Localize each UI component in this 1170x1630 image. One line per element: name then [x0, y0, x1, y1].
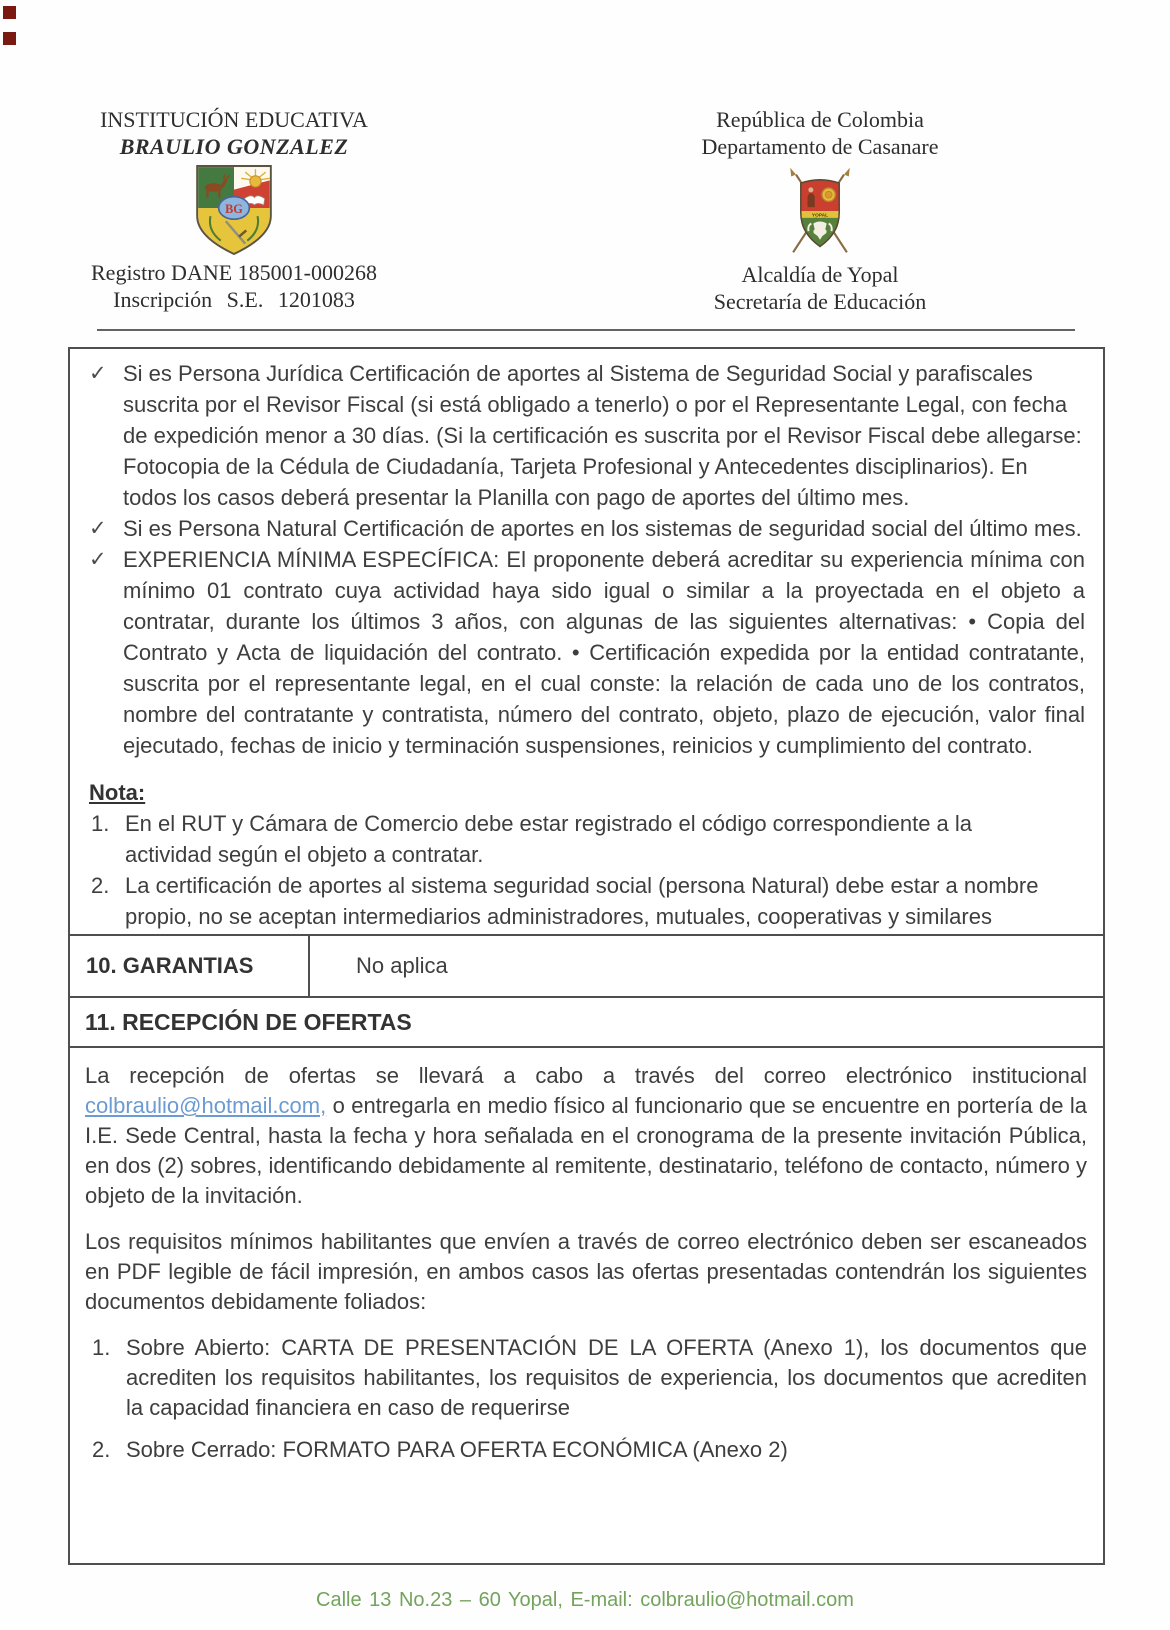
government-header-right [670, 106, 970, 315]
requirements-checklist [70, 349, 1103, 761]
recepcion-paragraph-2: Los requisitos mínimos habilitantes que envíen a través de correo electrónico deben ser escaneados en PDF legible de fácil impresión, en ambos casos las ofertas presentadas contendrán los siguientes documentos debidamente foliados: [85, 1229, 1087, 1314]
header-divider [97, 329, 1075, 331]
nota-title: Nota: [89, 780, 146, 805]
paragraph-text: La recepción de ofertas se llevará a cabo a través del correo electrónico institucional [85, 1063, 1087, 1088]
registro-dane: Registro DANE 185001-000268 [91, 260, 377, 285]
crest-monogram: BG [225, 202, 243, 217]
institution-name: INSTITUCIÓN EDUCATIVA [100, 107, 368, 132]
checklist-item [84, 513, 1085, 544]
departamento-line: Departamento de Casanare [701, 134, 939, 159]
recepcion-title: 11. RECEPCIÓN DE OFERTAS [85, 1008, 412, 1035]
braulio-crest-logo [188, 163, 280, 257]
nota-item-text: La certificación de aportes al sistema seguridad social (persona Natural) debe estar a nombre propio, no se aceptan intermediarios administradores, mutuales, cooperativas y similares [125, 873, 1039, 929]
scan-artifact-mark [3, 6, 16, 19]
paragraph-text: o entregarla en medio físico al funcionario que se encuentre en portería de la I.E. Sede Central, hasta la fecha y hora señalada en el cronograma de la presente invitación Pública, en dos (2) sobres, identificando debidamente al remitente, destinatario, teléfono de contacto, número y objeto de la invitación. [85, 1093, 1087, 1208]
list-number: 2. [92, 1437, 111, 1462]
sobre-item-text: Sobre Abierto: CARTA DE PRESENTACIÓN DE LA OFERTA (Anexo 1), los documentos que acrediten los requisitos habilitantes, los requisitos de experiencia, los documentos que acrediten la capacidad financiera en caso de requerirse [126, 1335, 1087, 1420]
recepcion-body [70, 1048, 1103, 1465]
garantias-row [70, 934, 1103, 998]
checklist-item-text: Si es Persona Jurídica Certificación de aportes al Sistema de Seguridad Social y parafiscales suscrita por el Revisor Fiscal (si está obligado a tenerlo) o por el Representante Legal, con fecha de expedición menor a 30 días. (Si la certificación es suscrita por el Revisor Fiscal debe allegarse: Fotocopia de la Cédula de Ciudadanía, Tarjeta Profesional y Antecedentes disciplinarios). En todos los casos deberá presentar la Planilla con pago de aportes del último mes. [123, 361, 1082, 510]
nota-item-text: En el RUT y Cámara de Comercio debe estar registrado el código correspondiente a la actividad según el objeto a contratar. [125, 811, 973, 867]
list-number: 1. [91, 811, 110, 836]
republica-line: República de Colombia [716, 107, 924, 132]
footer-address: Calle 13 No.23 – 60 Yopal, E-mail: colbraulio@hotmail.com [316, 1589, 854, 1611]
list-number: 1. [92, 1335, 111, 1360]
nota-item [84, 808, 1085, 870]
list-number: 2. [91, 873, 110, 898]
yopal-crest-logo [772, 163, 868, 259]
check-icon: ✓ [89, 517, 107, 540]
inscripcion-se: Inscripción S.E. 1201083 [113, 287, 355, 312]
recepcion-title-row [70, 998, 1103, 1048]
check-icon: ✓ [89, 548, 107, 571]
check-icon: ✓ [89, 362, 107, 385]
secretaria-line: Secretaría de Educación [713, 289, 927, 314]
institution-subname: BRAULIO GONZALEZ [119, 134, 349, 159]
alcaldia-line: Alcaldía de Yopal [741, 262, 899, 287]
recepcion-paragraph-1 [85, 1061, 1087, 1211]
checklist-item [84, 358, 1085, 513]
content-box [68, 347, 1105, 1565]
sobre-item [85, 1333, 1087, 1423]
checklist-item [84, 544, 1085, 761]
institution-header-left [86, 106, 382, 313]
email-link[interactable]: colbraulio@hotmail.com, [85, 1093, 327, 1118]
sobre-item-text: Sobre Cerrado: FORMATO PARA OFERTA ECONÓMICA (Anexo 2) [126, 1437, 788, 1462]
nota-section [70, 761, 1103, 932]
sobre-item [85, 1435, 1087, 1465]
garantias-value: No aplica [356, 953, 448, 978]
garantias-label: 10. GARANTIAS [70, 936, 310, 996]
crest-band-text: YOPAL [811, 213, 829, 219]
scan-artifact-mark [3, 32, 16, 45]
checklist-item-text: EXPERIENCIA MÍNIMA ESPECÍFICA: El proponente deberá acreditar su experiencia mínima con mínimo 01 contrato cuya actividad haya sido igual o similar a la proyectada en el objeto a contratar, durante los últimos 3 años, con algunas de las siguientes alternativas: • Copia del Contrato y Acta de liquidación del contrato. • Certificación expedida por la entidad contratante, suscrita por el representante legal, en el cual conste: la relación de cada uno de los contratos, nombre del contratante y contratista, número del contrato, objeto, plazo de ejecución, valor final ejecutado, fechas de inicio y terminación suspensiones, reinicios y cumplimiento del contrato. [123, 547, 1085, 758]
checklist-item-text: Si es Persona Natural Certificación de aportes en los sistemas de seguridad social del último mes. [123, 516, 1082, 541]
nota-item [84, 870, 1085, 932]
